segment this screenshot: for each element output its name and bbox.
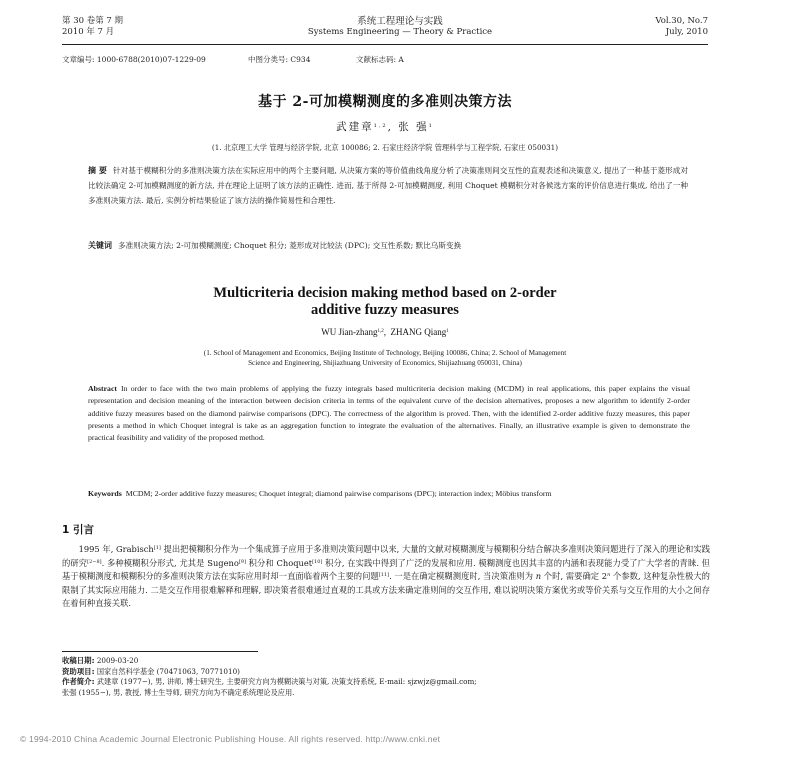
- para-text: 1995 年, Grabisch: [78, 544, 154, 554]
- author-line: [62, 677, 710, 688]
- cn-author-2: 张 强: [398, 121, 429, 133]
- article-number: 文章编号: 1000-6788(2010)07-1229-09: [62, 55, 206, 64]
- cn-abstract-text: 针对基于模糊积分的多准则决策方法在实际应用中的两个主要问题, 从决策方案的等价值曲线角度分析了决策准则间交互性的直观表述和决策意义, 提出了一种基于菱形成对比较法确定 2-可加模糊测度的新方法, 并在理论上证明了该方法的正确性. 进而, 基于所得 2-可加模糊测度, 利用 Choquet 模糊积分对各候选方案的评价信息进行集成, 给出了一种多准则决策方法. 最后, 实例分析结果验证了该方法的操作简易性和合理性.: [88, 166, 688, 205]
- en-title-line-2: additive fuzzy measures: [311, 302, 459, 318]
- cn-author-1-sup: 1,2: [373, 123, 388, 129]
- cn-abstract: [88, 163, 688, 208]
- para-text: . 多种模糊积分形式, 尤其是 Sugeno: [101, 557, 239, 568]
- en-author-2-sup: 1: [446, 329, 449, 334]
- en-affiliation-line-1: (1. School of Management and Economics, Beijing Institute of Technology, Beijing 100086, China; 2. School of Management: [203, 349, 567, 357]
- received-line: [62, 656, 710, 667]
- fund-line: [62, 667, 710, 678]
- en-title: [62, 285, 708, 319]
- journal-title-en: Systems Engineering — Theory & Practice: [307, 27, 493, 37]
- cn-affiliation: (1. 北京理工大学 管理与经济学院, 北京 100086; 2. 石家庄经济学院 管理科学与工程学院, 石家庄 050031): [211, 143, 559, 152]
- footnote-rule: [62, 651, 258, 652]
- cn-author-2-sup: 1: [428, 123, 434, 129]
- citation: [2−8]: [87, 558, 102, 565]
- journal-title-cn: 系统工程理论与实践: [357, 16, 443, 27]
- para-text: 个时, 需要确定 2: [541, 571, 608, 582]
- received-label: 收稿日期:: [62, 656, 95, 665]
- section-heading: 1 引言: [62, 524, 94, 536]
- citation: [10]: [312, 558, 323, 565]
- volume-label: Vol.30, No.7: [655, 16, 708, 26]
- cn-title: 基于 2-可加模糊测度的多准则决策方法: [258, 94, 512, 110]
- issue-date: 2010 年 7 月: [62, 27, 115, 37]
- section-paragraph: [62, 543, 710, 611]
- en-authors: WU Jian-zhang$^{1,2}$, ZHANG Qiang$^1$: [321, 327, 449, 337]
- en-keywords-text: MCDM; 2-order additive fuzzy measures; Choquet integral; diamond pairwise comparisons (DPC); interaction index; Möbius transform: [125, 489, 552, 498]
- cn-abstract-label: 摘 要: [88, 166, 107, 175]
- para-text: 积分, 在实践中得到了广泛的发展和应用. 模糊测度也因其丰富的内涵和表现能力受了广大学者的青睐. 但基于模糊测度和模糊积分的多准则决策方法在实际应用时却一直面临着两个主要的问题: [62, 557, 710, 582]
- citation: [9]: [238, 558, 246, 565]
- math-exponent: n: [607, 572, 611, 579]
- en-abstract-label: Abstract: [88, 384, 118, 393]
- volume-date: July, 2010: [665, 27, 708, 37]
- para-text: . 一是在确定模糊测度时, 当决策准则为: [389, 571, 536, 582]
- cn-author-1: 武建章: [336, 121, 374, 133]
- para-text: 个参数, 这种复杂性极大的限制了其实际应用能力. 二是交互作用很难解释和理解, 即决策者很难通过直观的工具或方法来确定准则间的交互作用, 难以说明决策方案优劣或等价关系与交互作用的大小之间存在着何种直接关联.: [62, 571, 710, 609]
- document-code: 文献标志码: A: [356, 55, 404, 64]
- fund-label: 资助项目:: [62, 666, 95, 676]
- issue-label: 第 30 卷第 7 期: [62, 16, 124, 26]
- en-affiliation-line-2: Science and Engineering, Shijiazhuang University of Economics, Shijiazhuang 050031, China): [248, 359, 522, 367]
- fund-text: 国家自然科学基金 (70471063, 70771010): [96, 666, 240, 676]
- author-label: 作者简介:: [62, 677, 95, 686]
- cn-keywords: [88, 238, 688, 253]
- citation: [11]: [378, 572, 390, 579]
- copyright-footer: © 1994-2010 China Academic Journal Electronic Publishing House. All rights reserved. http://www.cnki.net: [20, 734, 441, 744]
- citation: [1]: [153, 545, 161, 551]
- header-center: [200, 16, 600, 38]
- author-line-2: 张强 (1955−), 男, 教授, 博士生导师, 研究方向为不确定系统理论及应用.: [62, 687, 295, 697]
- header-rule: [62, 44, 708, 45]
- received-date: 2009-03-20: [96, 656, 139, 665]
- header-right-block: [600, 16, 708, 38]
- clc-number: 中图分类号: C934: [248, 55, 311, 64]
- cn-keywords-label: 关键词: [88, 241, 112, 250]
- en-keywords-label: Keywords: [88, 489, 122, 498]
- para-text: 积分和 Choquet: [245, 557, 313, 568]
- cn-keywords-text: 多准则决策方法; 2-可加模糊测度; Choquet 积分; 菱形成对比较法 (DPC); 交互性系数; 默比乌斯变换: [118, 241, 462, 250]
- en-abstract: [88, 383, 690, 444]
- header-left: [62, 16, 123, 38]
- en-affiliation: [62, 348, 708, 368]
- en-author-2: ZHANG Qiang: [390, 327, 447, 337]
- en-abstract-text: In order to face with the two main problems of applying the fuzzy integrals based multicriteria decision making (MCDM) in real applications, this paper explains the visual representation and decision meaning of the interaction between decision criteria in terms of the equivalent curve of the decision alternatives, proposes a new algorithm to identify 2-order additive fuzzy measures based on the diamond pairwise comparisons (DPC). The correctness of the algorithm is proved. Then, with the identified 2-order additive fuzzy measures, this paper presents a method in which Choquet integral is take as an aggregation function to integrate the evaluation of the alternatives. Finally, an illustrative example is given to demonstrate the practical feasibility and validity of the proposed method.: [88, 384, 690, 443]
- footnotes: [62, 656, 710, 698]
- para-text: 提出把模糊积分作为一个集成算子应用于多准则决策问题中以来, 大量的文献对模糊测度与模糊积分结合解决多准则决策问题进行了深入的理论和实践的研究: [62, 544, 711, 568]
- math-variable: n: [535, 571, 542, 582]
- en-keywords: [88, 488, 690, 500]
- cn-authors: 武建章$^{1,2}$, 张 强$^1$: [336, 121, 434, 133]
- author-bio-1: 武建章 (1977−), 男, 讲师, 博士研究生, 主要研究方向为模糊决策与对策, 决策支持系统, E-mail: sjzwjz@gmail.com;: [96, 677, 477, 686]
- en-author-1: WU Jian-zhang: [321, 327, 378, 337]
- en-title-line-1: Multicriteria decision making method based on 2-order: [213, 285, 557, 301]
- en-author-1-sup: 1,2: [377, 329, 384, 334]
